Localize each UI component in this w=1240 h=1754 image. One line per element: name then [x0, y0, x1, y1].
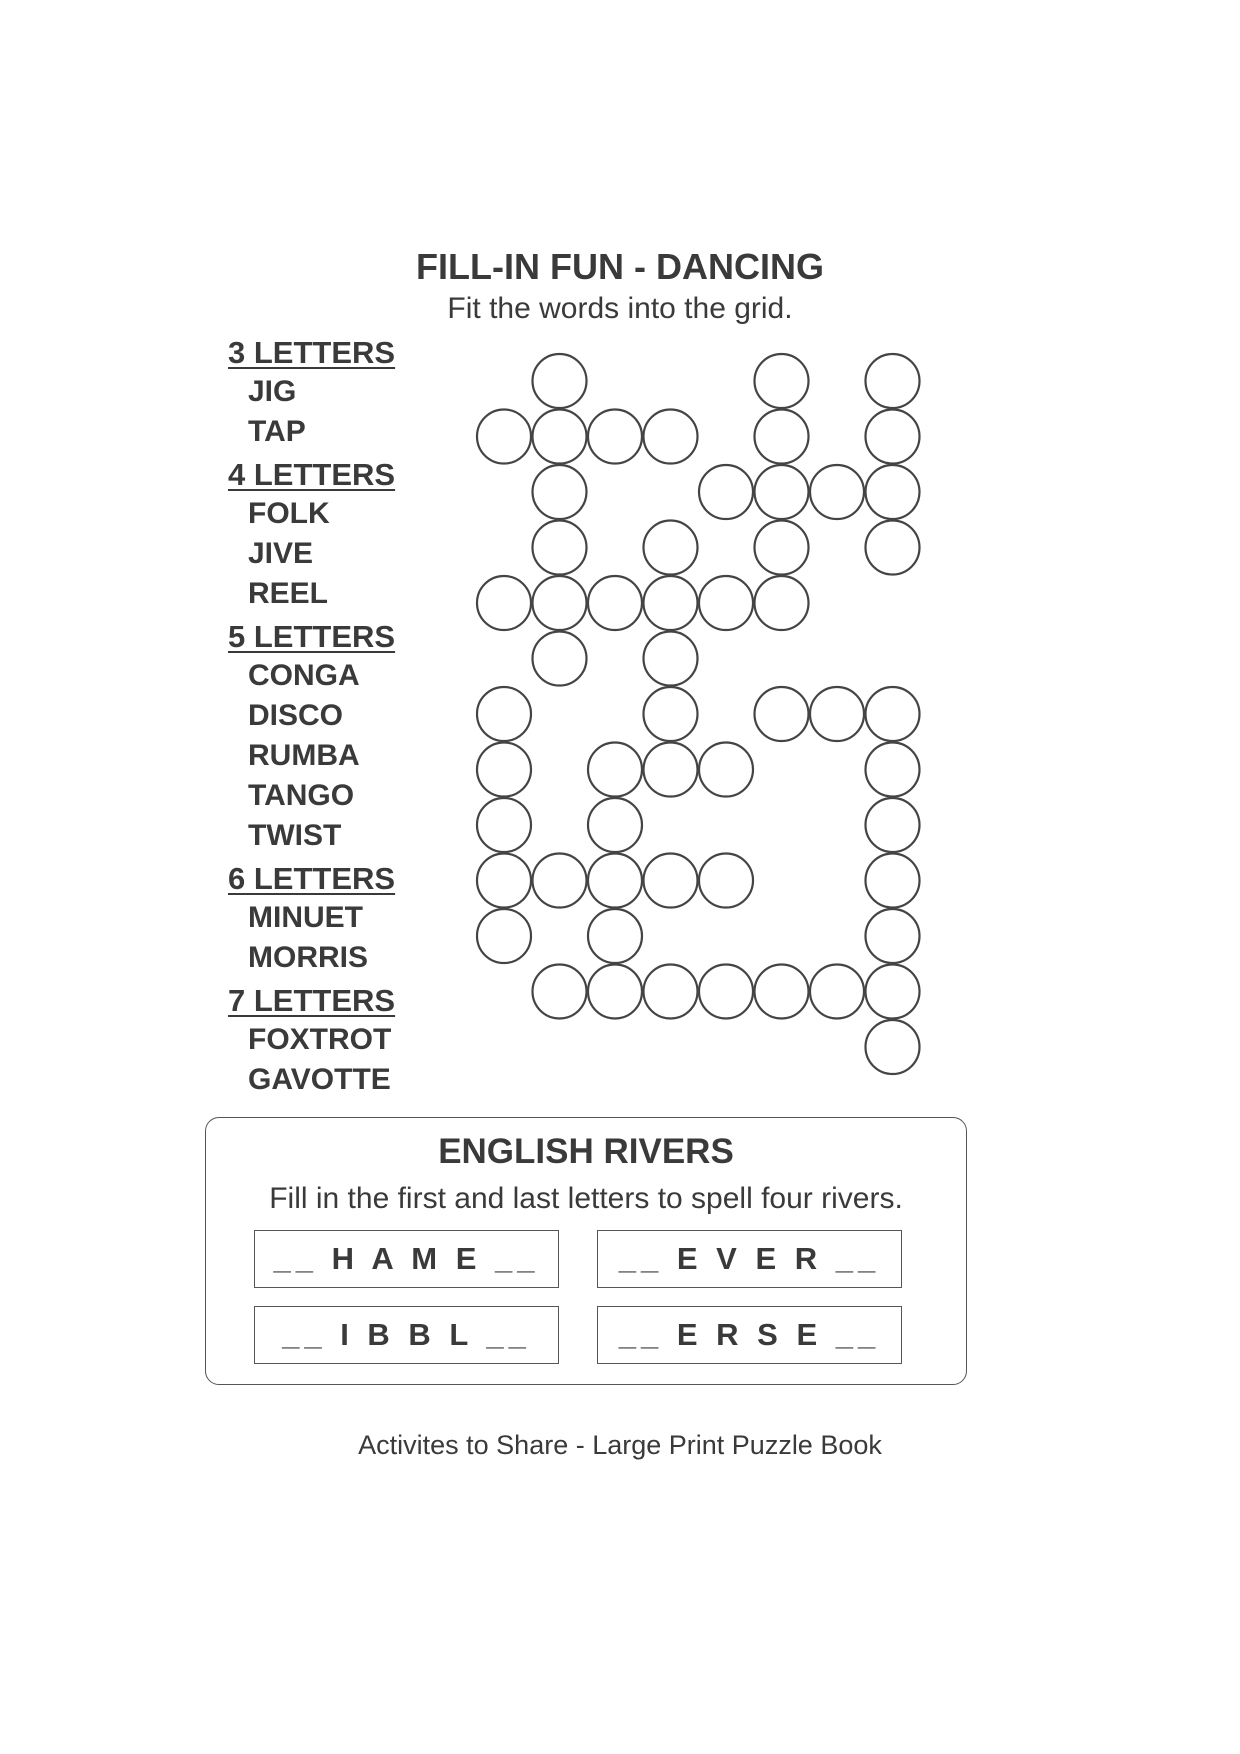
word-item: MORRIS: [248, 941, 368, 974]
grid-cell[interactable]: [866, 743, 920, 797]
grid-cell[interactable]: [866, 687, 920, 741]
grid-cell[interactable]: [644, 632, 698, 686]
grid-cell[interactable]: [644, 687, 698, 741]
word-item: JIG: [248, 375, 297, 408]
footer: Activites to Share - Large Print Puzzle Book: [358, 1430, 882, 1460]
grid-cell[interactable]: [588, 965, 642, 1019]
word-item: DISCO: [248, 699, 344, 732]
grid-cell[interactable]: [810, 965, 864, 1019]
grid-cell[interactable]: [588, 410, 642, 464]
grid-cell[interactable]: [644, 576, 698, 630]
grid-cell[interactable]: [866, 965, 920, 1019]
english-rivers-panel: [205, 1117, 967, 1385]
rivers-instructions: Fill in the first and last letters to spell four rivers.: [269, 1182, 903, 1215]
puzzle-instructions: Fit the words into the grid.: [447, 292, 793, 325]
word-item: TANGO: [248, 779, 355, 812]
word-item: GAVOTTE: [248, 1063, 391, 1096]
grid-cell[interactable]: [644, 521, 698, 575]
word-group-heading: 5 LETTERS: [228, 619, 396, 654]
word-item: JIVE: [248, 537, 314, 570]
grid-cell[interactable]: [866, 410, 920, 464]
grid-cell[interactable]: [477, 410, 531, 464]
word-item: CONGA: [248, 659, 360, 692]
grid-cell[interactable]: [699, 854, 753, 908]
grid-cell[interactable]: [755, 410, 809, 464]
grid-cell[interactable]: [755, 521, 809, 575]
word-group: [228, 618, 428, 856]
grid-cell[interactable]: [533, 965, 587, 1019]
grid-cell[interactable]: [477, 854, 531, 908]
grid-cell[interactable]: [477, 687, 531, 741]
river-answer-box[interactable]: __ I B B L __: [254, 1306, 559, 1364]
grid-cell[interactable]: [533, 354, 587, 408]
word-item: TWIST: [248, 819, 342, 852]
grid-cell[interactable]: [755, 965, 809, 1019]
grid-cell[interactable]: [755, 576, 809, 630]
grid-cell[interactable]: [866, 1020, 920, 1074]
grid-cell[interactable]: [477, 798, 531, 852]
grid-cell[interactable]: [755, 354, 809, 408]
grid-cell[interactable]: [533, 854, 587, 908]
grid-cell[interactable]: [533, 632, 587, 686]
word-item: FOXTROT: [248, 1023, 392, 1056]
grid-cell[interactable]: [533, 576, 587, 630]
grid-cell[interactable]: [644, 743, 698, 797]
river-answer-box[interactable]: __ H A M E __: [254, 1230, 559, 1288]
word-item: RUMBA: [248, 739, 360, 772]
grid-cell[interactable]: [644, 854, 698, 908]
word-item: FOLK: [248, 497, 330, 530]
grid-cell[interactable]: [588, 743, 642, 797]
grid-cell[interactable]: [866, 798, 920, 852]
grid-cell[interactable]: [699, 576, 753, 630]
grid-cell[interactable]: [866, 521, 920, 575]
river-answer-box[interactable]: __ E V E R __: [597, 1230, 902, 1288]
word-group: [228, 860, 428, 978]
grid-cell[interactable]: [588, 854, 642, 908]
grid-cell[interactable]: [533, 465, 587, 519]
grid-cell[interactable]: [755, 687, 809, 741]
word-group-heading: 6 LETTERS: [228, 861, 396, 896]
grid-cell[interactable]: [755, 465, 809, 519]
grid-cell[interactable]: [866, 854, 920, 908]
word-group-heading: 3 LETTERS: [228, 335, 396, 370]
grid-cell[interactable]: [477, 909, 531, 963]
puzzle-title: FILL-IN FUN - DANCING: [416, 246, 824, 287]
word-group: [228, 456, 428, 614]
grid-cell[interactable]: [866, 465, 920, 519]
grid-cell[interactable]: [644, 410, 698, 464]
grid-cell[interactable]: [588, 909, 642, 963]
grid-cell[interactable]: [588, 798, 642, 852]
grid-cell[interactable]: [477, 576, 531, 630]
word-item: TAP: [248, 415, 306, 448]
word-group-heading: 7 LETTERS: [228, 983, 396, 1018]
grid-cell[interactable]: [533, 521, 587, 575]
grid-cell[interactable]: [699, 465, 753, 519]
grid-cell[interactable]: [699, 965, 753, 1019]
word-item: MINUET: [248, 901, 363, 934]
word-item: REEL: [248, 577, 329, 610]
grid-cell[interactable]: [644, 965, 698, 1019]
grid-cell[interactable]: [866, 909, 920, 963]
grid-cell[interactable]: [810, 687, 864, 741]
grid-cell[interactable]: [588, 576, 642, 630]
word-group: [228, 982, 428, 1100]
word-group-heading: 4 LETTERS: [228, 457, 396, 492]
grid-cell[interactable]: [477, 743, 531, 797]
grid-cell[interactable]: [699, 743, 753, 797]
rivers-title: ENGLISH RIVERS: [438, 1132, 734, 1171]
grid-cell[interactable]: [866, 354, 920, 408]
grid-cell[interactable]: [533, 410, 587, 464]
word-list: [228, 334, 428, 1104]
river-answer-box[interactable]: __ E R S E __: [597, 1306, 902, 1364]
grid-cell[interactable]: [810, 465, 864, 519]
word-group: [228, 334, 428, 452]
